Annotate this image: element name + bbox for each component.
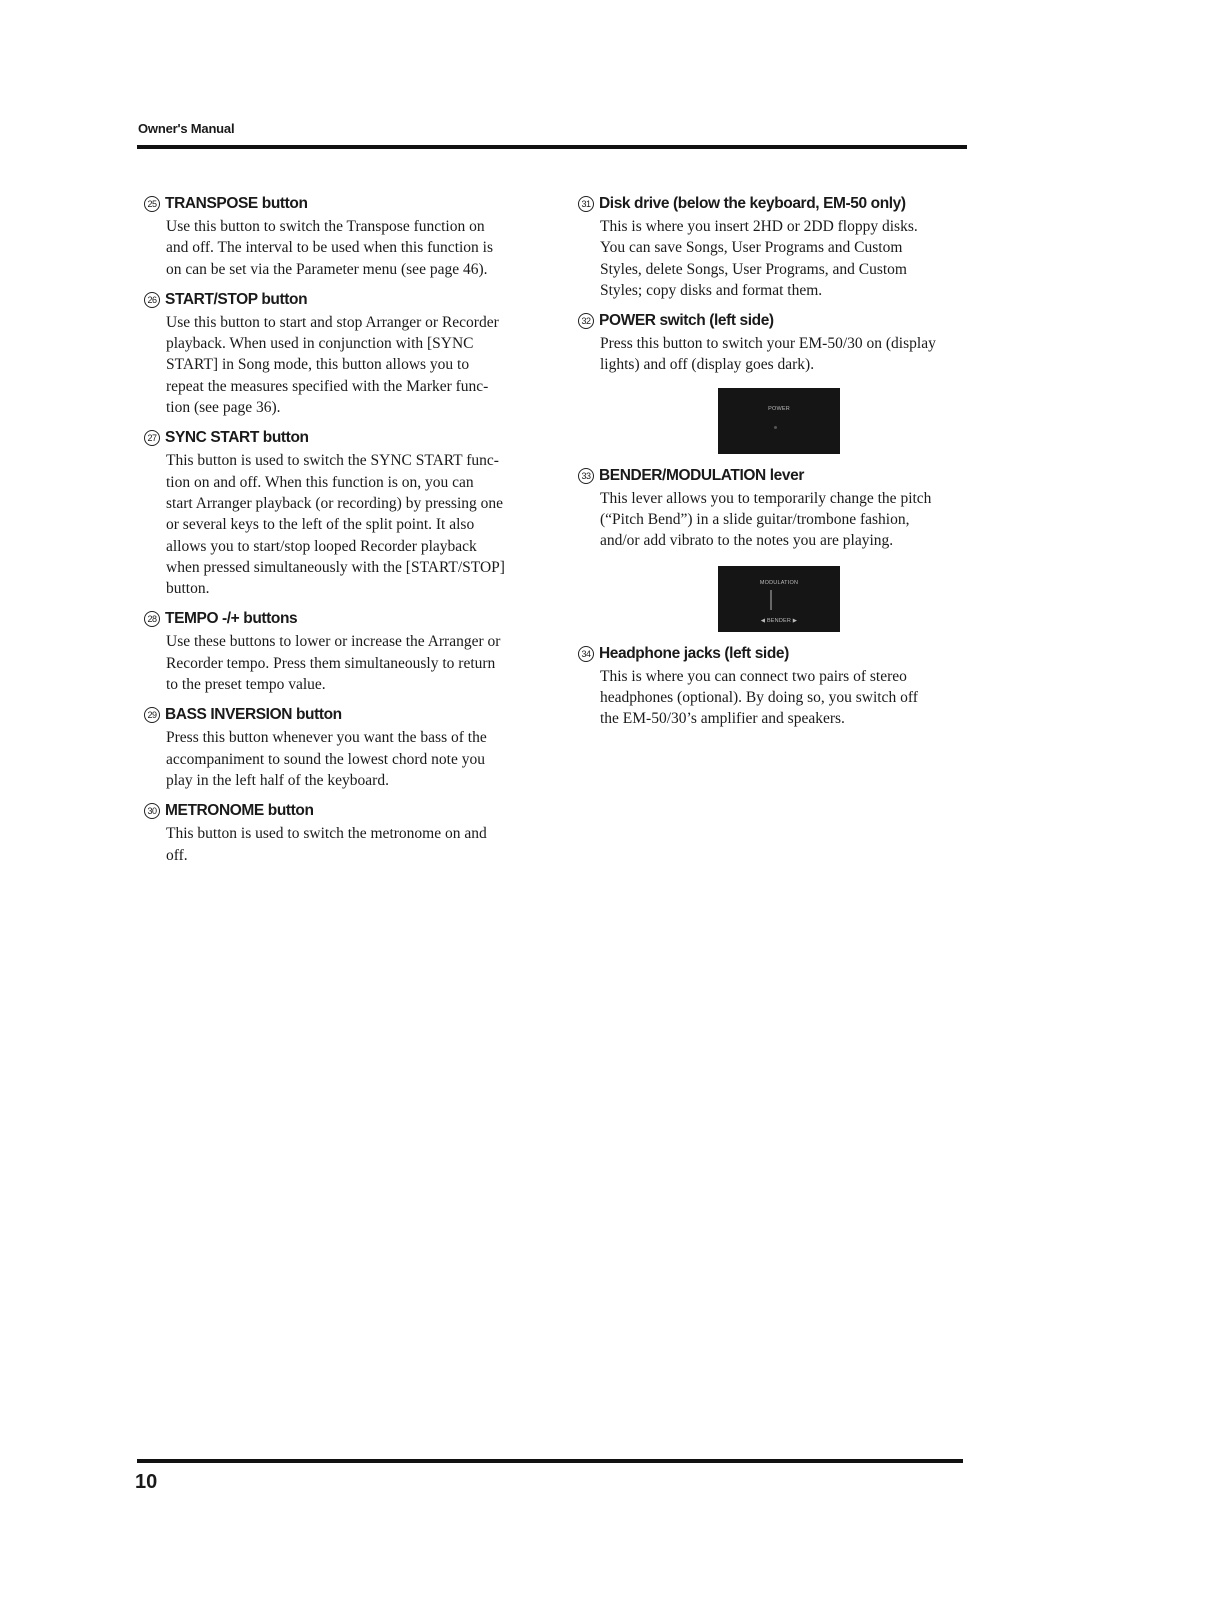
text-line: play in the left half of the keyboard. [166,771,389,789]
item-number-badge: 32 [578,313,594,329]
text-line: the EM-50/30’s amplifier and speakers. [600,710,845,728]
text-line: on can be set via the Parameter menu (see page 46). [166,260,488,278]
bender-panel-label: ◀ BENDER ▶ [760,617,798,624]
bender-lever-photo [718,566,840,632]
header-rule [137,145,967,149]
text-line: Press this button whenever you want the bass of the [166,729,487,747]
text-line: Styles, delete Songs, User Programs, and Custom [600,260,907,278]
item-bender-modulation-lever [578,464,978,632]
text-line: Press this button to switch your EM-50/30 on (display [600,335,936,353]
item-number-badge: 31 [578,196,594,212]
item-headphone-jacks [578,642,978,730]
item-description [166,312,544,418]
item-description [600,666,978,730]
item-heading [144,607,544,631]
text-line: Styles; copy disks and format them. [600,281,823,299]
item-title: TRANSPOSE button [165,195,308,212]
right-column [578,192,978,738]
item-heading [578,309,978,333]
text-line: tion (see page 36). [166,399,281,417]
lever-icon [770,590,772,610]
item-title: START/STOP button [165,290,308,308]
item-title: BENDER/MODULATION lever [599,466,804,484]
item-description [166,216,544,280]
text-line: and/or add vibrato to the notes you are playing. [600,532,894,550]
text-line: START] in Song mode, this button allows you to [166,356,470,374]
modulation-panel-label: MODULATION [759,579,799,586]
text-line: Use these buttons to lower or increase the Arranger or [166,633,501,651]
text-line: tion on and off. When this function is on, you can [166,473,474,491]
item-start-stop-button [144,288,544,418]
item-heading [144,703,544,727]
item-description [600,488,978,552]
item-description [166,450,544,599]
item-heading [144,288,544,312]
item-title: METRONOME button [165,802,314,820]
text-line: when pressed simultaneously with the [START/STOP] [166,558,505,576]
text-line: This button is used to switch the metronome on and [166,825,487,843]
item-number-badge: 26 [144,292,160,308]
item-disk-drive [578,192,978,301]
item-sync-start-button [144,426,544,599]
text-line: (“Pitch Bend”) in a slide guitar/trombone fashion, [600,511,910,529]
text-line: This button is used to switch the SYNC START func- [166,452,499,470]
footer-rule [137,1459,963,1463]
item-bass-inversion-button [144,703,544,791]
item-power-switch [578,309,978,454]
item-title: SYNC START button [165,429,309,447]
item-number-badge: 25 [144,196,160,212]
item-heading [578,192,978,216]
text-line: repeat the measures specified with the Marker func- [166,377,489,395]
power-panel-label: POWER [768,405,790,412]
item-description [166,823,544,866]
item-heading [578,642,978,666]
text-line: Recorder tempo. Press them simultaneously to return [166,654,496,672]
item-number-badge: 29 [144,707,160,723]
item-description [600,333,978,376]
running-head: Owner's Manual [138,121,235,136]
item-title: TEMPO -/+ buttons [165,610,298,628]
text-line: or several keys to the left of the split point. It also [166,516,475,534]
item-description [166,727,544,791]
item-heading [144,799,544,823]
text-line: lights) and off (display goes dark). [600,356,815,374]
item-title: Headphone jacks (left side) [599,644,789,662]
text-line: and off. The interval to be used when this function is [166,239,494,257]
text-line: playback. When used in conjunction with [SYNC [166,335,474,353]
item-number-badge: 34 [578,646,594,662]
item-transpose-button [144,192,544,280]
item-description [600,216,978,301]
text-line: accompaniment to sound the lowest chord note you [166,750,485,768]
item-title: BASS INVERSION button [165,706,342,724]
item-number-badge: 33 [578,468,594,484]
item-number-badge: 28 [144,611,160,627]
left-column [144,192,544,874]
item-heading [144,426,544,450]
item-title: POWER switch (left side) [599,312,774,330]
text-line: This lever allows you to temporarily change the pitch [600,489,932,507]
item-tempo-buttons [144,607,544,695]
text-line: Use this button to start and stop Arranger or Recorder [166,313,499,331]
item-description [166,631,544,695]
text-line: start Arranger playback (or recording) by pressing one [166,494,504,512]
item-number-badge: 27 [144,430,160,446]
item-metronome-button [144,799,544,866]
item-title: Disk drive (below the keyboard, EM-50 only) [599,195,906,212]
text-line: You can save Songs, User Programs and Custom [600,239,903,257]
power-switch-icon [774,426,777,429]
text-line: to the preset tempo value. [166,676,326,694]
text-line: This is where you can connect two pairs of stereo [600,667,907,685]
item-number-badge: 30 [144,803,160,819]
item-heading [144,192,544,216]
text-line: This is where you insert 2HD or 2DD floppy disks. [600,218,918,235]
item-heading [578,464,978,488]
page-number: 10 [135,1471,158,1493]
text-line: headphones (optional). By doing so, you switch off [600,688,918,706]
power-switch-photo [718,388,840,454]
text-line: button. [166,580,210,598]
text-line: Use this button to switch the Transpose function on [166,218,485,235]
text-line: off. [166,846,188,864]
text-line: allows you to start/stop looped Recorder playback [166,537,477,555]
